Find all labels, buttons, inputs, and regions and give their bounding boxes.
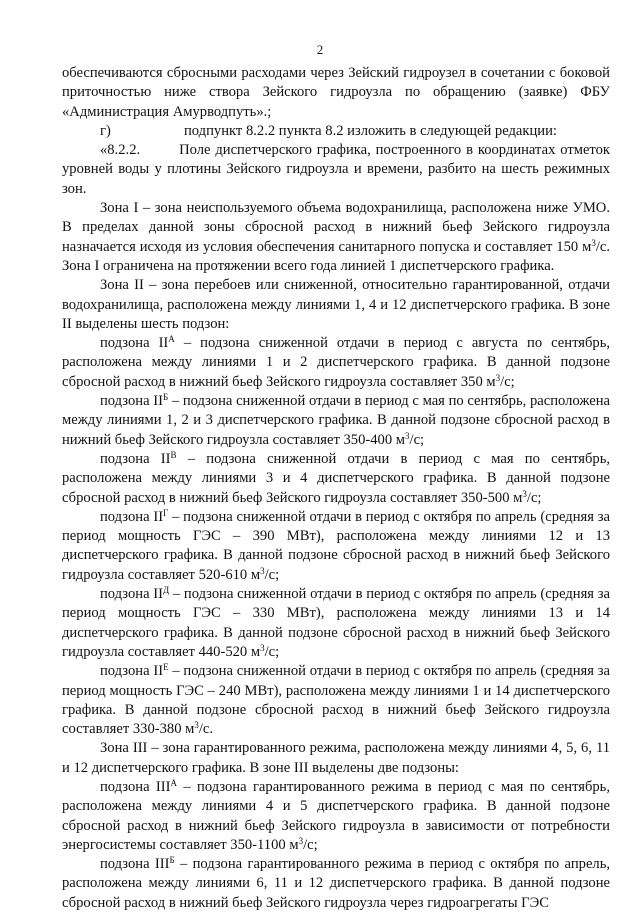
subzone-3b: подзона $III^Б$ – подзона гарантированного режима в период с октября по апрель, расположена между линиями 6, 11 и 12 диспетчерского графика. В данной подзоне сбросной расход в нижний бьеф Зейского гидроузла через гидроагрегаты ГЭС <box>62 855 611 911</box>
paragraph-zone-1 <box>62 199 610 276</box>
subzone-2e: подзона $II^Е$ – подзона сниженной отдачи в период с октября по апрель (средняя за период мощность ГЭС – 240 МВт), расположена между линиями 1 и 14 диспетчерского графика. В данной подзоне сбросной расход в нижний бьеф Зейского гидроузла составляет 330-380 $м^3/с$. <box>62 662 610 738</box>
paragraph-continuation: обеспечиваются сбросными расходами через Зейский гидроузел в сочетании с боковой приточностью ниже створа Зейского гидроузла по обращению (заявке) ФБУ «Администрация Амурводпуть».; <box>62 65 610 120</box>
subzone-3a: подзона $III^А$ – подзона гарантированного режима в период с мая по сентябрь, расположена между линиями 4 и 5 диспетчерского графика. В данной подзоне сбросной расход в нижний бьеф Зейского гидроузла в зависимости от потребности энергосистемы составляет 350-1100 $м^3/с$; <box>62 777 610 853</box>
zone-1-text-end: /с. Зона I ограничена на протяжении всего года линией 1 диспетчерского графика. <box>62 238 610 274</box>
subzone-2v: подзона $II^В$ – подзона сниженной отдачи в период с мая по сентябрь, расположена между линиями 3 и 4 диспетчерского графика. В данной подзоне сбросной расход в нижний бьеф Зейского гидроузла составляет 350-500 $м^3/с$; <box>62 449 611 506</box>
paragraph-zone-3: Зона III – зона гарантированного режима, расположена между линиями 4, 5, 6, 11 и 12 диспетчерского графика. В зоне III выделены две подзоны: <box>62 740 610 776</box>
page-number: 2 <box>316 42 324 57</box>
paragraph-zone-2: Зона II – зона перебоев или сниженной, относительно гарантированной, отдачи водохранилища, расположена между линиями 1, 4 и 12 диспетчерского графика. В зоне II выделены шесть подзон: <box>62 277 610 332</box>
zone-1-sup: 3 <box>591 237 596 248</box>
subitem-text: подпункт 8.2.2 пункта 8.2 изложить в следующей редакции: <box>184 122 557 139</box>
subzone-2g: подзона $II^Г$ – подзона сниженной отдачи в период с октября по апрель (средняя за период мощность ГЭС – 390 МВт), расположена между линиями 12 и 13 диспетчерского графика. В данной подзоне сбросной расход в нижний бьеф Зейского гидроузла составляет 520-610 $м^3/с$; <box>62 507 610 583</box>
subzone-2a: подзона $II^А$ – подзона сниженной отдачи в период с августа по сентябрь, расположена между линиями 1 и 2 диспетчерского графика. В данной подзоне сбросной расход в нижний бьеф Зейского гидроузла составляет 350 $м^3/с$; <box>62 334 611 390</box>
subzone-2d: подзона $II^Д$ – подзона сниженной отдачи в период с октября по апрель (средняя за период мощность ГЭС – 330 МВт), расположена между линиями 13 и 14 диспетчерского графика. В данной подзоне сбросной расход в нижний бьеф Зейского гидроузла составляет 440-520 $м^3/с$; <box>62 585 610 660</box>
zone-1-text: Зона I – зона неиспользуемого объема водохранилища, расположена ниже УМО. В пределах данной зоны сбросной расход в нижний бьеф Зейского гидроузла назначается исходя из условия обеспечения санитарного попуска и составляет 150 м <box>62 200 610 255</box>
paragraph-subitem-g <box>62 122 610 141</box>
document-body <box>62 64 614 913</box>
subzone-2b: подзона $II^Б$ – подзона сниженной отдачи в период с мая по сентябрь, расположена между линиями 1, 2 и 3 диспетчерского графика. В данной подзоне сбросной расход в нижний бьеф Зейского гидроузла составляет 350-400 $м^3/с$; <box>62 392 610 448</box>
subitem-letter: г) <box>100 122 111 139</box>
paragraph-8-2-2: «8.2.2. Поле диспетчерского графика, построенного в координатах отметок уровней воды у плотины Зейского гидроузла и времени, разбито на шесть режимных зон. <box>62 142 614 197</box>
